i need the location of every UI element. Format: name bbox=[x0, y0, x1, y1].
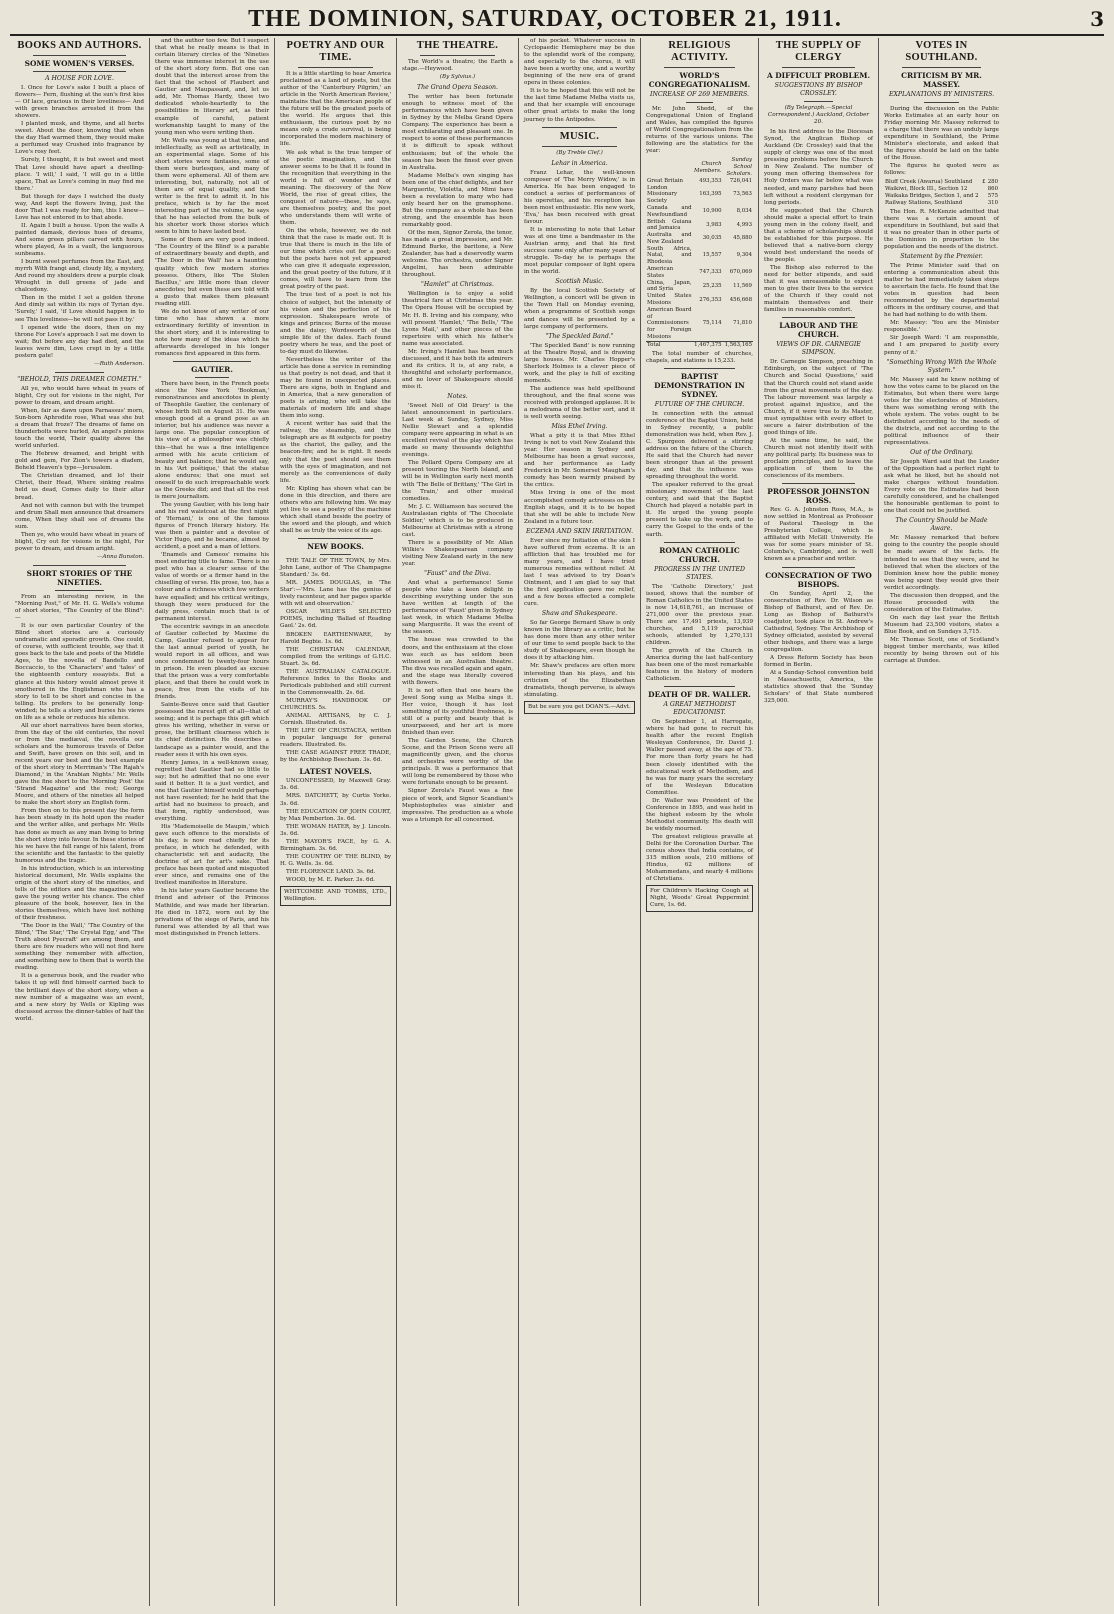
divider bbox=[782, 567, 855, 568]
paragraph: ANIMAL ARTISANS, by C. J. Cornish. Illustrated. 6s. bbox=[280, 713, 391, 727]
paragraph: THE MAYOR'S FACE, by G. A. Birmingham. 3s. 6d. bbox=[280, 838, 391, 852]
table-cell: 456,668 bbox=[729, 296, 752, 303]
paragraph: Sainte-Beuve once said that Gautier possessed the rarest gift of all—that of seeing; and it is perhaps this gift which gives his writing, whether in verse or prose, the brilliant clearness which is its chief distinction. He describes a landscape as a painter would, and the reader sees it with his own eyes. bbox=[155, 702, 269, 758]
table-cell: 30,035 bbox=[702, 235, 722, 242]
paragraph: In his later years Gautier became the friend and adviser of the Princess Mathilde, and was made her librarian. He died in 1872, worn out by the privations of the siege of Paris, and his funeral was attended by all that was most distinguished in French letters. bbox=[155, 888, 269, 937]
table-cell: 25,235 bbox=[702, 283, 722, 290]
paragraph: On the whole, however, we do not think that the case is made out. It is true that there is much in the life of our time which cries out for a poet; but the poets have not yet appeared who can give it adequate expression, and the great poetry of the future, if it comes, will have to learn from the great poetry of the past. bbox=[280, 228, 391, 291]
paragraph: It is to be hoped that this will not be the last time Madame Melba visits us, and that her example will encourage other great artists to make the long journey to the Antipodes. bbox=[524, 88, 635, 123]
minor-heading: "Hamlet" at Christmas. bbox=[421, 281, 494, 289]
table-cell: 276,353 bbox=[699, 296, 722, 303]
advertisement: For Children's Hacking Cough at Night, Woods' Great Peppermint Cure, 1s. 6d. bbox=[646, 885, 753, 912]
divider bbox=[664, 368, 735, 369]
paragraph: The Hebrew dreamed, and bright with gold and gem, For Zion's towers a diadem, Beheld Heaven's type—Jerusalem. bbox=[15, 451, 144, 472]
minor-heading: "Faust" and the Diva. bbox=[424, 570, 491, 578]
table-cell: 163,395 bbox=[699, 191, 722, 198]
section-heading: BOOKS AND AUTHORS. bbox=[17, 40, 142, 51]
paragraph: At the same time, he said, the Church must not identify itself with any political party. Its business was to proclaim principles, and to leave the application of them to the consciences of its members. bbox=[764, 437, 873, 480]
signature: —Anna Bunston. bbox=[96, 553, 144, 560]
minor-heading: A HOUSE FOR LOVE. bbox=[45, 75, 114, 82]
minor-heading: PROGRESS IN THE UNITED STATES. bbox=[654, 565, 745, 581]
table-cell: 493,353 bbox=[699, 177, 722, 184]
divider bbox=[33, 71, 126, 72]
table-cell: 73,563 bbox=[733, 191, 752, 198]
table-cell: Australia and New Zealand bbox=[647, 232, 692, 245]
table-header: Sunday School Scholars. bbox=[726, 157, 752, 177]
minor-heading: Lehar in America. bbox=[551, 159, 608, 167]
sub-heading: GAUTIER. bbox=[191, 365, 233, 375]
paragraph: It is a little startling to hear America proclaimed as a land of poets, but the author of the 'Canterbury Pilgrim,' an article in the 'North American Review,' maintains that the American people of the future will be the greatest poets of the world. He argues that this enthusiasm, the curious poet by no means only a crude survival, is being incorporated the modern machinery of life. bbox=[280, 71, 391, 148]
minor-heading: Miss Ethel Irving. bbox=[551, 423, 608, 431]
sub-heading: CRITICISM BY MR. MASSEY. bbox=[901, 71, 982, 89]
paragraph: Surely, I thought, it is but sweet and meet That Love should have apart a dwelling-place. 'I will,' I said, 'I will go in a little space, That as Love's coming in may find me there.' bbox=[15, 157, 144, 192]
paragraph: THE TALE OF THE TOWN, by Mrs. John Lane, author of 'The Champagne Standard.' 3s. 6d. bbox=[280, 558, 391, 579]
paragraph: His 'Mademoiselle de Maupin,' which gave such offence to the moralists of his day, is now read chiefly for its preface, in which he defended, with characteristic wit and audacity, the doctrine of art for art's sake. That preface has been quoted and misquoted ever since, and remains one of the liveliest manifestos in literature. bbox=[155, 824, 269, 887]
column-8 bbox=[879, 38, 1004, 1606]
minor-heading: A GREAT METHODIST EDUCATIONIST. bbox=[663, 701, 736, 717]
paragraph: THE FLORENCE LAND. 3s. 6d. bbox=[286, 868, 376, 875]
paragraph: UNCONFESSED, by Maxwell Gray. 3s. 6d. bbox=[280, 778, 391, 792]
sub-heading: NEW BOOKS. bbox=[307, 542, 364, 552]
table-cell: 575 bbox=[987, 193, 998, 200]
paragraph: The growth of the Church in America during the last half-century has been one of the most remarkable features in the history of modern Catholicism. bbox=[646, 648, 753, 683]
paragraph: The writer has been fortunate enough to witness most of the performances which have been given in Sydney by the Melba Grand Opera Company. The experience has been a most exhilarating and pleasant one. In respect to some of these performances it is difficult to speak without enthusiasm; but of the whole the season has been the finest ever given in Australia. bbox=[402, 94, 513, 171]
paragraph: The greatest religious pravalle at Delhi for the Coronation Durbar. The census shows that India contains, of 315 million souls, 210 millions of Hindus, 62 millions of Mohammedans, and nearly 4 millions of Christians. bbox=[646, 833, 753, 883]
table-cell: 10,900 bbox=[702, 208, 722, 215]
minor-heading: "BEHOLD, THIS DREAMER COMETH." bbox=[17, 375, 142, 383]
byline: (By Treble Clef.) bbox=[556, 149, 603, 156]
table-row bbox=[646, 307, 753, 341]
paragraph: MR. JAMES DOUGLAS, in 'The Star':—'Mrs. Lane has the genius of lively raconteur, and her pages sparkle with wit and observation.' bbox=[280, 580, 391, 608]
column-2 bbox=[150, 38, 275, 1606]
divider bbox=[782, 317, 855, 318]
table-cell: Great Britain bbox=[647, 177, 684, 184]
paragraph: There have been, in the French poets since the New York 'Bookman,' remonstrances and anecdotes in plenty of Theophile Gautier, the centenary of whose birth fell on August 31. He was enough good at a grand pose as an interior, but his audience was never a large one. The popular conception of his view of a philosopher was chiefly this—that he was a fine intelligence armed with his acute criticism of beauty and balance; that he would say, in his 'Art poétique,' that the statue alone endures; that one must set oneself to do such irreproachable work as the Greeks did; and that all the rest is mere journalism. bbox=[155, 381, 269, 500]
sub-heading: PROFESSOR JOHNSTON ROSS. bbox=[767, 487, 870, 506]
paragraph: The 'Catholic Directory,' just issued, shows that the number of Roman Catholics in the United States is now 14,618,761, an increase of 271,000 over the previous year. There are 17,491 priests, 13,939 churches, and 5,119 parochial schools, attended by 1,270,131 children. bbox=[646, 583, 753, 646]
paragraph: Signor Zerola's Faust was a fine piece of work, and Signor Scandiani's Mephistopheles was sinister and impressive. The production as a whole was a triumph for all concerned. bbox=[402, 788, 513, 823]
table-cell: American States bbox=[647, 266, 674, 279]
table-cell: £ bbox=[982, 179, 986, 186]
paragraph: A Dress Reform Society has been formed in Berlin. bbox=[764, 654, 873, 668]
paragraph: Ever since my Initiation of the skin I have suffered from eczema. It is an affliction that has troubled me for many years, and I have tried numerous remedies without relief. At last I was advised to try Doan's Ointment, and I am glad to say that the first application gave me relief, and a few boxes effected a complete cure. bbox=[524, 537, 635, 608]
paragraph: And what a performance! Some people who take a keen delight in describing everything under the sun have written at length of the performance of 'Faust' given in Sydney last week, in which Madame Melba sang Marguerite. It was the event of the season. bbox=[402, 580, 513, 636]
paragraph: Mr. Thomas Scott, one of Scotland's biggest timber merchants, was killed recently by being thrown out of his carriage at Dundee. bbox=[884, 637, 999, 665]
table-cell: China, Japan, and Syria bbox=[647, 279, 692, 293]
paragraph: It is interesting to note that Lehar was at one time a bandmaster in the Austrian army, and that his first success came only after many years of struggle. To-day he is perhaps the most popular composer of light opera in the world. bbox=[524, 226, 635, 276]
paragraph: II. Again I built a house. Upon the walls A painted damask, devious hues of dreams, And some green pillars carved with hours, where played, As in a vault, the languorous sunbeams. bbox=[15, 222, 144, 258]
table-header bbox=[646, 157, 693, 177]
paragraph: I planted musk, and thyme, and all herbs sweet. About the door, knowing that when the day Had warmed them, they would make a perfumed way Crushed into fragrance by Love's rosy feet. bbox=[15, 121, 144, 156]
divider bbox=[320, 554, 351, 555]
paragraph: Mr. Shaw's prefaces are often more interesting than his plays, and his criticism of the Elizabethan dramatists, though perverse, is always stimulating. bbox=[524, 663, 635, 698]
divider bbox=[664, 67, 735, 68]
column-6 bbox=[641, 38, 759, 1606]
divider bbox=[298, 538, 373, 539]
paragraph: THE CASE AGAINST FREE TRADE, by the Archbishop Beecham. 3s. 6d. bbox=[280, 750, 391, 764]
page-number: 3 bbox=[1090, 7, 1104, 31]
divider bbox=[664, 542, 735, 543]
table-row bbox=[646, 266, 753, 280]
table-total-row bbox=[646, 341, 753, 348]
paragraph: Rev. G. A. Johnston Ross, M.A., is now settled in Montreal as Professor of Pastoral Theology in the Presbyterian College, which is affiliated with McGill University. He was for some years minister of St. Columba's, Cambridge, and is well known as a preacher and writer. bbox=[764, 507, 873, 563]
paragraph: Sir Joseph Ward said that the Leader of the Opposition had a perfect right to ask what he liked, but he should not make charges without foundation. Every vote on the Estimates had been carefully considered, and he challenged the honourable gentleman to point to one that could not be justified. bbox=[884, 459, 999, 515]
table-cell: London Missionary Society bbox=[647, 184, 678, 205]
masthead bbox=[10, 4, 1104, 36]
sub-heading: DEATH OF DR. WALLER. bbox=[648, 690, 751, 700]
minor-heading: Out of the Ordinary. bbox=[910, 449, 973, 457]
table-cell: 1,467,375 bbox=[694, 341, 722, 348]
paragraph: In his introduction, which is an interesting historical document, Mr. Wells explains the origin of the short story of the nineties, and tells of the editors and the magazines who gave the young writer his chance. The chief pleasure of the book, however, lies in the stories themselves, which have lost nothing of their freshness. bbox=[15, 865, 144, 922]
table-row bbox=[646, 293, 753, 307]
sub-heading: LATEST NOVELS. bbox=[299, 767, 372, 777]
divider bbox=[195, 377, 229, 378]
paragraph: It is our own particular Country of the Blind short stories are a curiously undramatic and sporadic growth. One could, of course, with sufficient trouble, say that it goes back to the tale and poets of the Middle Ages, to the novella of Bandello and Boccaccio, to the 'Characters' and 'tales' of the eighteenth century essayists. But a glance at this history would almost prove it smothered in the Englishman who has a story to tell to be short and concise in the telling. Its prefers to be generally long-winded; he tells a story and buries his views on life as a whole or reduces his silence. bbox=[15, 623, 144, 721]
table-cell: Total bbox=[646, 341, 693, 348]
divider bbox=[804, 101, 833, 102]
divider bbox=[173, 361, 251, 362]
paragraph: Sir Joseph Ward: 'I am responsible, and I am prepared to justify every penny of it.' bbox=[884, 335, 999, 356]
column-7 bbox=[759, 38, 879, 1606]
table-cell: 860 bbox=[987, 186, 998, 193]
table-row bbox=[646, 178, 753, 185]
divider bbox=[55, 590, 104, 591]
paragraph: OSCAR WILDE'S SELECTED POEMS, including 'Ballad of Reading Gaol.' 2s. 6d. bbox=[280, 609, 391, 630]
paragraph: The Bishop also referred to the need for better stipends, and said that it was unreasonable to expect men to give their lives to the service of the Church if they could not maintain themselves and their families in reasonable comfort. bbox=[764, 265, 873, 314]
minor-heading: Statement by the Premier. bbox=[900, 252, 983, 260]
advertisement: WHITCOMBE AND TOMBS, LTD., Wellington. bbox=[280, 886, 391, 906]
paragraph: The Hon. R. McKenzie admitted that there was a certain amount of expenditure in Southland, but said that it was no greater than in other parts of the Dominion in proportion to the population and the needs of the district. bbox=[884, 208, 999, 250]
sub-heading: LABOUR AND THE CHURCH. bbox=[779, 321, 858, 340]
table-row bbox=[646, 185, 753, 205]
paragraph: The house was crowded to the doors, and the enthusiasm at the close was such as has seldom been witnessed in an Australian theatre. The diva was recalled again and again, and the stage was literally covered with flowers. bbox=[402, 637, 513, 686]
divider bbox=[902, 67, 981, 68]
paragraph: BROKEN EARTHENWARE, by Harold Begbie. 1s. 6d. bbox=[280, 631, 391, 645]
table-cell: British Guiana and Jamaica bbox=[647, 218, 692, 232]
paragraph: Of the men, Signor Zerola, the tenor, has made a great impression, and Mr. Edmund Burke, the baritone, a New Zealander, has had a deservedly warm welcome. The orchestra, under Signor Angelini, has been admirable throughout. bbox=[402, 230, 513, 279]
divider bbox=[782, 483, 855, 484]
sub-heading: BAPTIST DEMONSTRATION IN SYDNEY. bbox=[654, 371, 745, 399]
paragraph: The Christian dreamed, and lo! their Christ, their Head, Where sinking realms held us dead, Comes daily to their altar bread. bbox=[15, 473, 144, 501]
minor-heading: "Something Wrong With the Whole System." bbox=[886, 358, 997, 374]
table-cell: South Africa, Natal, and Rhodesia bbox=[647, 245, 692, 266]
table-cell: 45,880 bbox=[733, 235, 752, 242]
divider bbox=[420, 55, 495, 56]
minor-heading: The Country Should be Made Aware. bbox=[895, 517, 988, 533]
paragraph: Then ye, who would have wheat in years of blight, Cry out for visions in the night, For power to dream, and dream aright. bbox=[15, 531, 144, 552]
paragraph: I opened wide the doors, then on my throne For Love's approach I sat me down to wait; But before any day had died, and the leaves were dim, Love crept in by a little postern gate! bbox=[15, 324, 144, 359]
paragraph: All our short narratives have been stories, from the day of the old centuries, the novel or from the mediæval, the novella our scholars and the humorous travels of Defoe and Swift, have grown on this soil, and in recent years our best and the best example of the short story in Merriman's 'The Rajah's Diamond,' in the 'Arabian Nights.' Mr. Wells gave the fine short to the 'Morning Post' the 'Strand Magazine' and the rest; George Moore, and others of the nineties all helped to make the short story an English form. bbox=[15, 722, 144, 807]
paragraph: In his first address to the Diocesan Synod, the Anglican Bishop of Auckland (Dr. Crossley) said that the supply of clergy was one of the most pressing problems before the Church in New Zealand. The number of young men offering themselves for Holy Orders was far below what was needed, and many parishes had been left without a resident clergyman for long periods. bbox=[764, 129, 873, 206]
paragraph: By the local Scottish Society of Wellington, a concert will be given in the Town Hall on Monday evening, when a programme of Scottish songs and dances will be presented by a large company of performers. bbox=[524, 288, 635, 330]
paragraph: The Prime Minister said that on entering a communication about this matter he had immediately taken steps to ascertain the facts. He found that the votes in question had been recommended by the departmental officers in the ordinary course, and that he had had nothing to do with them. bbox=[884, 262, 999, 319]
paragraph: During the discussion on the Public Works Estimates at an early hour on Friday morning Mr. Massey referred to a charge that there was an unduly large expenditure in Southland, the Prime Minister's electorate, and asked that the figures should be laid on the table of the House. bbox=[884, 106, 999, 162]
paragraph: 'Enamels and Cameos' remains his most enduring title to fame. There is no poet who has a clearer sense of the value of words or a firmer hand in the chiselling of verse. His prose, too, has a colour and a richness which few writers have equalled; and his critical writings, though they were produced for the daily press, contain much that is of permanent interest. bbox=[155, 552, 269, 622]
paragraph: From then on to this present day the form has been steady in its hold upon the reader and the writer alike, and perhaps Mr. Wells has done as much as any man living to bring the short story into favour. In these stories of his we have the full range of his talent, from the scientific and the fantastic to the quietly humorous and the tragic. bbox=[15, 808, 144, 864]
table-cell: 280 bbox=[987, 179, 998, 186]
table-cell: United States Missions bbox=[647, 293, 692, 307]
table-cell: 71,810 bbox=[733, 320, 752, 327]
paragraph: The figures he quoted were as follows: bbox=[884, 163, 999, 177]
table-header-row bbox=[646, 157, 753, 177]
section-heading: THE SUPPLY OF CLERGY bbox=[775, 40, 862, 63]
paragraph: There is a possibility of Mr. Allan Wilkie's Shakespearean company visiting New Zealand early in the new year. bbox=[402, 539, 513, 568]
paragraph: Dr. Waller was President of the Conference in 1895, and was held in the highest esteem by the whole Methodist community. His death will be widely mourned. bbox=[646, 797, 753, 832]
divider bbox=[33, 55, 126, 56]
sub-heading: CONSECRATION OF TWO BISHOPS. bbox=[765, 570, 872, 589]
divider bbox=[55, 372, 104, 373]
paragraph: Wellington is to enjoy a solid theatrical fare at Christmas this year. The Opera House will be occupied by Mr. H. B. Irving and his company, who will present 'Hamlet,' 'The Bells,' 'The Lyons Mail,' and other pieces of the repertoire with which his father's name was associated. bbox=[402, 291, 513, 347]
column-5 bbox=[519, 38, 641, 1606]
sub-heading: SOME WOMEN'S VERSES. bbox=[24, 59, 135, 68]
table-cell: American Board of Commissioners for Foreign Missions bbox=[647, 306, 692, 341]
paragraph: We ask what is the true temper of the poetic imagination, and the answer seems to be that it is found in the recognition that everything in the world is full of wonder and of meaning. The discovery of the New World, the rise of great cities, the conquest of nature—these, he says, are themselves poetry, and the poet who understands them will write of them. bbox=[280, 149, 391, 226]
paragraph: But though for days I watched the dusty way, And kept the flowers living, just the door That I was ready for him, this I knew— Love has not entered in to that abode. bbox=[15, 193, 144, 221]
table-row bbox=[646, 232, 753, 246]
paragraph: I burnt sweet perfumes from the East, and myrrh With frangi and, cloudy lily, a mystery, And round my shoulders drew a purple cloak Wrought in dull greens of jade and chalcedony. bbox=[15, 259, 144, 294]
table-cell: Canada and Newfoundland bbox=[647, 204, 692, 218]
paragraph: A recent writer has said that the railway, the steamship, and the telegraph are as fit subjects for poetry as the chariot, the galley, and the beacon-fire; and he is right. It needs only that the poet should see them with the eyes of imagination, and not merely as the conveniences of daily life. bbox=[280, 421, 391, 484]
table-row bbox=[884, 193, 999, 200]
paragraph: 'Sweet Nell of Old Drury' is the latest announcement in particulars. Last week at Sunday, Sydney, Miss Nellie Stewart and a splendid company were appearing in what is an excellent revival of the play which has made so many thousands delightful evenings. bbox=[402, 403, 513, 459]
paragraph: WOOD, by M. E. Parker. 3s. 6d. bbox=[286, 876, 375, 883]
paragraph: THE CHRISTIAN CALENDAR, compiled from the writings of G.H.C. Stuart. 3s. 6d. bbox=[280, 646, 391, 667]
table-cell: Waikiwi, Block III., Section 12 bbox=[885, 186, 968, 193]
paragraph: THE LIFE OF CRUSTACEA, written in popular language for general readers. Illustrated. 6s. bbox=[280, 728, 391, 749]
paragraph: Mr. Massey said he knew nothing of how the votes came to be placed on the Estimates, but when there were large votes for the electorates of Ministers, there was something wrong with the whole system. The votes ought to be distributed according to the needs of the districts, and not according to the political influence of their representatives. bbox=[884, 376, 999, 446]
minor-heading: SUGGESTIONS BY BISHOP CROSSLEY. bbox=[774, 82, 863, 97]
paragraph: The Pollard Opera Company are at present touring the North Island, and will be in Wellington early next month with 'The Belle of Brittany,' 'The Girl in the Train,' and other musical comedies. bbox=[402, 460, 513, 502]
paragraph: I. Once for Love's sake I built a place of flowers— Fern, flushing at the sun's first kiss— Of lace, gracious in their loveliness— And with green branches arrested it from the showers. bbox=[15, 85, 144, 120]
paragraph: Mr. Kipling has shown what can be done in this direction, and there are others who are following him. We may yet live to see a poetry of the machine which shall stand beside the poetry of the sword and the plough, and which shall be as truly the voice of its age. bbox=[280, 485, 391, 534]
table-cell: 747,333 bbox=[699, 269, 722, 276]
section-heading: POETRY AND OUR TIME. bbox=[286, 40, 385, 63]
divider bbox=[33, 565, 126, 566]
paragraph: On September 1, at Harrogate, where he had gone to recruit his health after the recent English Wesleyan Conference, Dr. David J. Waller passed away, at the age of 75. For more than forty years he had been closely identified with the educational work of Methodism, and he was for many years the secretary of the Wesleyan Education Committee. bbox=[646, 719, 753, 796]
paragraph: The discussion then dropped, and the House proceeded with the consideration of the Estimates. bbox=[884, 592, 999, 613]
paragraph: The audience was held spellbound throughout, and the final scene was received with prolonged applause. It is a melodrama of the better sort, and it is well worth seeing. bbox=[524, 385, 635, 421]
paragraph: Mr. Massey remarked that before going to the country the people should be made aware of the facts. He intended to see that they were, and he believed that when the electors of the Dominion knew how the public money was being spent they would give their verdict accordingly. bbox=[884, 535, 999, 591]
table-cell: 726,041 bbox=[729, 177, 752, 184]
paragraph: Dr. Carnegie Simpson, preaching in Edinburgh, on the subject of 'The Church and Social Questions,' said that the Church could not stand aside from the great movements of the day. The labour movement was largely a protest against injustice, and the Church, if it were true to its Master, must sympathise with every effort to secure a fairer distribution of the good things of life. bbox=[764, 359, 873, 436]
paragraph: All ye, who would have wheat in years of blight, Cry out for visions in the night, For power to dream, and dream aright. bbox=[15, 385, 144, 406]
paragraph: Some of them are very good indeed. 'The Country of the Blind' is a parable of extraordinary beauty and depth, and 'The Door in the Wall' has a haunting quality which few modern stories possess. Others, like 'The Stolen Bacillus,' are little more than clever anecdotes; but even these are told with a gusto that makes them pleasant reading still. bbox=[155, 237, 269, 307]
signature: —Ruth Anderson. bbox=[94, 360, 144, 367]
statistics-table bbox=[646, 157, 753, 348]
paragraph: 'The Door in the Wall,' 'The Country of the Blind,' 'The Star,' 'The Crystal Egg,' and 'The Truth about Pyecraft' are among them, and there are few readers who will not find here something they remember with affection, and something new to them that is worth the reading. bbox=[15, 923, 144, 972]
column-3 bbox=[275, 38, 397, 1606]
minor-heading: FUTURE OF THE CHURCH. bbox=[654, 400, 745, 408]
table-cell: 310 bbox=[987, 199, 998, 206]
paragraph: We do not know of any writer of our time who has shown a more extraordinary fertility of invention in the short story, and it is interesting to note how many of the ideas which he afterwards developed in his longer romances first appeared in this form. bbox=[155, 308, 269, 358]
sub-heading: ROMAN CATHOLIC CHURCH. bbox=[659, 545, 740, 564]
minor-heading: EXPLANATIONS BY MINISTERS. bbox=[888, 91, 995, 98]
sub-heading: SHORT STORIES OF THE NINETIES. bbox=[26, 568, 133, 587]
paragraph: Mr. Irving's Hamlet has been much discussed, and it has both its admirers and its critics. It is, at any rate, a thoughtful and scholarly performance, and no lover of Shakespeare should miss it. bbox=[402, 348, 513, 390]
divider bbox=[542, 146, 617, 147]
section-heading: THE THEATRE. bbox=[416, 40, 499, 51]
byline: (By Telegraph.—Special Correspondent.) Auckland, October 20. bbox=[767, 105, 870, 126]
paragraph: The speaker referred to the great missionary movement of the last century, and said that the Baptist Church had played a notable part in it. He urged the young people present to take up the work, and to carry the Gospel to the ends of the earth. bbox=[646, 482, 753, 538]
paragraph: of his pocket. Whatever success in Cyclopaedic Hemisphere may be due to the splendid work of the company, and especially to the chorus, it will have been a worthy one, and a worthy beginning of the new era of grand opera in these colonies. bbox=[524, 38, 635, 87]
divider bbox=[542, 127, 617, 128]
paragraph: The World's a theatre; the Earth a stage.—Heywood. bbox=[402, 59, 513, 73]
table-cell: Bluff Creek (Awarua) Southland bbox=[885, 179, 973, 186]
table-cell: 11,569 bbox=[733, 283, 752, 290]
paragraph: Mr. Massey: 'You are the Minister responsible.' bbox=[884, 320, 999, 334]
paragraph: THE COUNTRY OF THE BLIND, by H. G. Wells. 3s. 6d. bbox=[280, 853, 391, 867]
paragraph: Henry James, in a well-known essay, regretted that Gautier had so little to say; but he admitted that no one ever said it better. It is a just verdict, and one that Gautier himself would perhaps not have resented; for he held that the artist had no business to preach, and that form, rightly understood, was everything. bbox=[155, 759, 269, 822]
paragraph: and the author too few. But I suspect that what he really means is that in certain literary circles of the 'Nineties there was immense interest in the use of the short story form. But one can doubt that the interest arose from the fact that the school of Flaubert and Gautier and Maupassant, and, let us add, Mr. Thomas Hardy, these two dedicated whole-heartedly to the possibilities in literary art, as their example of careful, patient workmanship taught to many of the young men who were writing then. bbox=[155, 38, 269, 136]
byline: (By Sylvius.) bbox=[439, 74, 476, 81]
paragraph: The young Gautier, with his long hair and his red waistcoat at the first night of 'Hernani,' is one of the famous figures of French literary history. He was then a painter and a devotee of Victor Hugo, and he became, almost by accident, a poet and a man of letters. bbox=[155, 501, 269, 551]
paragraph: Mr. J. C. Williamson has secured the Australasian rights of 'The Chocolate Soldier,' which is to be produced in Melbourne at Christmas with a strong cast. bbox=[402, 503, 513, 538]
paragraph: The total number of churches, chapels, and stations is 15,233. bbox=[646, 350, 753, 364]
paragraph: Miss Irving is one of the most accomplished comedy actresses on the English stage, and it is to be hoped that she will be able to include New Zealand in a future tour. bbox=[524, 490, 635, 525]
table-cell: 3,983 bbox=[706, 221, 722, 228]
divider bbox=[782, 67, 855, 68]
paragraph: Mr. Wells was young at that time, and intellectually, as well as artistically, in an experimental stage. Some of his short stories were fantasies, some of them were burlesques, and many of them were ephemeral. All of them are interesting, but, naturally, not all of them are of equal quality, and the writer is the first to admit it. In his preface, which is by far the most interesting part of the volume, he says that he has selected from the bulk of his shorter work those stories which seem to him to have lasted best. bbox=[155, 137, 269, 236]
minor-heading: Notes. bbox=[447, 393, 468, 401]
paragraph: In connection with the annual conference of the Baptist Union, held in Sydney recently, a public demonstration was held, when Rev. J. C. Spurgeon delivered a stirring address on the future of the Church. He said that the Church had never been stronger than at the present day, and that its influence was spreading throughout the world. bbox=[646, 410, 753, 481]
paragraph: It is not often that one hears the Jewel Song sung as Melba sings it. Her voice, though it has lost something of its youthful freshness, is still of a purity and beauty that is unsurpassed, and her art is more finished than ever. bbox=[402, 687, 513, 737]
column-1 bbox=[10, 38, 150, 1606]
paragraph: Then in the midst I set a golden throne And dimly sat within its rays of Tyrian dye. 'Surely,' I said, 'if Love should happen in to see This loveliness—he will not pass it by.' bbox=[15, 295, 144, 323]
paragraph: Nevertheless the writer of the article has done a service in reminding us that poetry is not dead, and that it may be found in unexpected places. There are signs, both in England and in America, that a new generation of poets is arising, who will take the materials of modern life and shape them into song. bbox=[280, 356, 391, 420]
table-cell: 8,034 bbox=[736, 208, 752, 215]
table-row bbox=[646, 280, 753, 294]
table-cell: Waikaka Bridges, Section 1, and 2 bbox=[885, 193, 979, 200]
paragraph: MRS. DATCHETT, by Curtis Yorke. 3s. 6d. bbox=[280, 793, 391, 807]
table-cell: 4,993 bbox=[736, 221, 752, 228]
sub-heading: A DIFFICULT PROBLEM. bbox=[766, 71, 871, 80]
table-row bbox=[884, 200, 999, 207]
paragraph: The eccentric savings in an anecdote of Gautier collected by Maxime du Camp, Gautier refused to appear for the last annual period of youth, he would report in all offices, and was once condemned to twenty-four hours in prison. He even pleaded as excuse that the prison was a very comfortable place, and that there he could work in peace, free from the visits of his friends. bbox=[155, 623, 269, 701]
paragraph: On Sunday, April 2, the consecration of Rev. Dr. Wilson as Bishop of Bathurst, and of Rev. Dr. Long as Bishop of Bathurst's coadjutor, took place in St. Andrew's Cathedral, Sydney. The Archbishop of Sydney officiated, assisted by several other bishops, and there was a large congregation. bbox=[764, 590, 873, 653]
minor-heading: Scottish Music. bbox=[555, 278, 604, 286]
divider bbox=[686, 102, 713, 103]
table-cell: 9,304 bbox=[736, 252, 752, 259]
table-cell: 670,069 bbox=[729, 269, 752, 276]
table-row bbox=[646, 246, 753, 266]
paragraph: Madame Melba's own singing has been one of the chief delights, and her Marguerite, Violetta, and Mimi have been a revelation to many who had only heard her on the gramophone. But the company as a whole has been strong, and the ensemble has been remarkably good. bbox=[402, 172, 513, 228]
column-4 bbox=[397, 38, 519, 1606]
paragraph: And not with cannon but with the trumpet and drum Shall men announce that dreamers come, When they shall see of dreams the sum. bbox=[15, 502, 144, 530]
minor-heading: ECZEMA AND SKIN IRRITATION. bbox=[525, 527, 634, 535]
paragraph: THE AUSTRALIAN CATALOGUE. Reference Index to the Books and Periodicals published and still current in the Commonwealth. 2s. 6d. bbox=[280, 668, 391, 696]
table-row bbox=[646, 219, 753, 233]
paragraph: Franz Lehar, the well-known composer of 'The Merry Widow,' is in America. He has been engaged to conduct a series of performances of his operettas, and his reception has been most enthusiastic. His new work, 'Eva,' has been received with great favour. bbox=[524, 169, 635, 225]
paragraph: At a Sunday-School convention held in Massachusetts, America, the statistics showed that the 'Sunday Scholars' of that State numbered 325,000. bbox=[764, 670, 873, 705]
paragraph: So far George Bernard Shaw is only known in the library as a critic, but he has done more than any other writer of our time to send people back to the study of Shakespeare, even though he does it by attacking him. bbox=[524, 620, 635, 662]
table-cell: 75,114 bbox=[702, 320, 722, 327]
paragraph: Mr. John Shedd, of the Congregational Union of England and Wales, has compiled the figures of World Congregationalism from the returns of the various unions. The following are the statistics for the year: bbox=[646, 106, 753, 155]
paragraph: What a pity it is that Miss Ethel Irving is not to visit New Zealand this year. Her season in Sydney and Melbourne has been a great success, and her performance as Lady Frederick in Mr. Somerset Maugham's comedy has been warmly praised by the critics. bbox=[524, 433, 635, 489]
minor-heading: The Grand Opera Season. bbox=[417, 84, 498, 92]
section-heading: VOTES IN SOUTHLAND. bbox=[905, 40, 978, 63]
advertisement: But be sure you get DOAN'S.—Advt. bbox=[524, 701, 635, 714]
table-cell: Railway Stations, Southland bbox=[885, 199, 963, 206]
paragraph: The Garden Scene, the Church Scene, and the Prison Scene were all magnificently given, and the chorus and orchestra were worthy of the principals. It was a performance that will long be remembered by those who were fortunate enough to be present. bbox=[402, 738, 513, 787]
paragraph: THE WOMAN HATER, by J. Lincoln. 3s. 6d. bbox=[280, 823, 391, 837]
paragraph: When, fair as dawn upon Parnassus' morn, Sun-born Aphrodite rose, What was she but a dream that froze? The dreams of fame on thunderbolts were hurled, An angel's pinions touch the world, Their quality above the world unfurled. bbox=[15, 407, 144, 450]
paragraph: From an interesting review, in the "Morning Post," of Mr. H. G. Wells's volume of short stories, "The Country of the Blind":— bbox=[15, 593, 144, 622]
table-cell: 15,557 bbox=[702, 252, 722, 259]
paragraph: THE EDUCATION OF JOHN COURT, by Max Pemberton. 3s. 6d. bbox=[280, 808, 391, 822]
newspaper-title: THE DOMINION, SATURDAY, OCTOBER 21, 1911. bbox=[248, 5, 842, 32]
newspaper-columns bbox=[10, 38, 1104, 1606]
paragraph: The true test of a poet is not his choice of subject, but the intensity of his vision and the perfection of his expression. Shakespeare wrote of kings and princes; Burns of the mouse and the daisy; Wordsworth of the simple life of the dales. Each found poetry where he was, and the poet of to-day must do likewise. bbox=[280, 292, 391, 355]
minor-heading: Shaw and Shakespeare. bbox=[541, 610, 618, 618]
table-cell: 1,563,165 bbox=[724, 341, 752, 348]
divider bbox=[664, 686, 735, 687]
paragraph: It is a generous book, and the reader who takes it up will find himself carried back to the brilliant days of the short story, when a new number of a magazine was an event, and a new story by Wells or Kipling was discussed across the dinner-tables of half the world. bbox=[15, 973, 144, 1022]
table-row bbox=[884, 186, 999, 193]
table-row bbox=[884, 179, 999, 186]
paragraph: MURRAY'S HANDBOOK OF CHURCHES. 5s. bbox=[280, 697, 391, 711]
minor-heading: INCREASE OF 269 MEMBERS. bbox=[650, 91, 749, 98]
divider bbox=[924, 102, 959, 103]
sub-heading: WORLD'S CONGREGATIONALISM. bbox=[648, 71, 751, 89]
paragraph: On each day last year the British Museum had 23,500 visitors, states a Blue Book, and on Sundays 3,715. bbox=[884, 614, 999, 635]
paragraph: He suggested that the Church should make a special effort to train young men in the colony itself, and that a scheme of scholarships should be established for this purpose. He believed that a native-born clergy would best understand the needs of the people. bbox=[764, 207, 873, 263]
table-header: Church Members. bbox=[694, 160, 722, 174]
divider bbox=[298, 67, 373, 68]
minor-heading: "The Speckled Band." bbox=[545, 332, 614, 340]
section-heading: RELIGIOUS ACTIVITY. bbox=[668, 40, 731, 63]
statistics-table bbox=[884, 179, 999, 206]
table-row bbox=[646, 205, 753, 219]
paragraph: 'The Speckled Band' is now running at the Theatre Royal, and is drawing large houses. Mr. Charles Hopper's Sherlock Holmes is a clever piece of work, and the play is full of exciting moments. bbox=[524, 342, 635, 384]
minor-heading: VIEWS OF DR. CARNEGIE SIMPSON. bbox=[776, 341, 861, 357]
section-heading: MUSIC. bbox=[559, 130, 600, 142]
